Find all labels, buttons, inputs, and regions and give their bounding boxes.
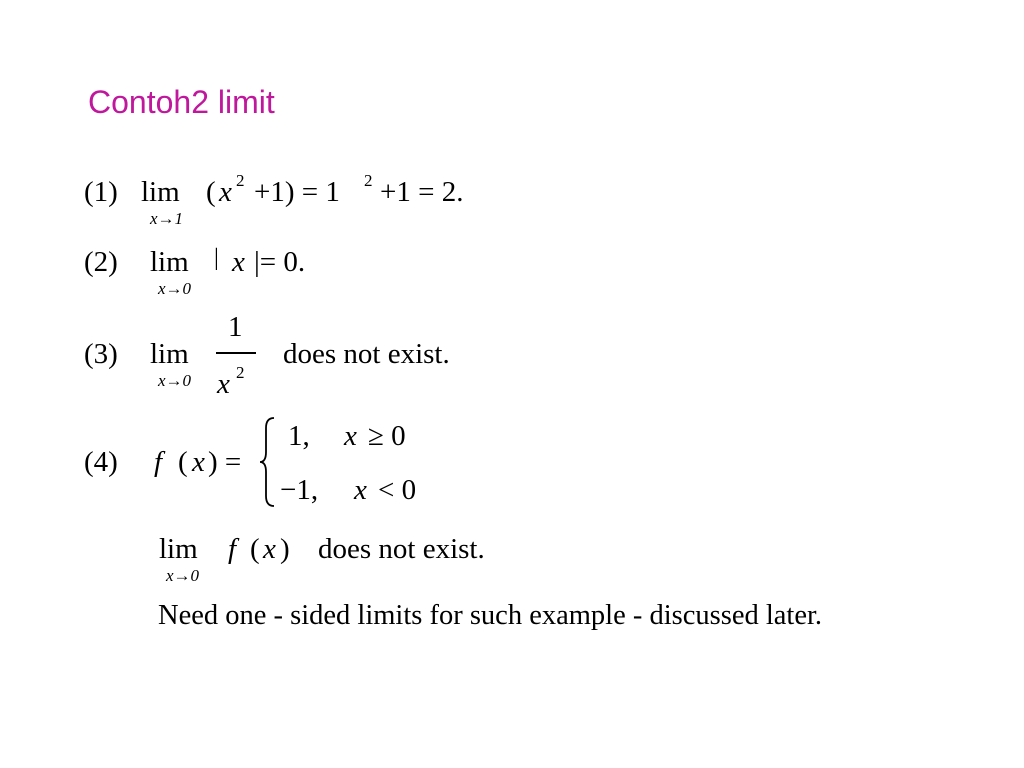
variable-x: x bbox=[232, 246, 245, 278]
case-2-variable: x bbox=[354, 474, 367, 506]
close-paren: ) bbox=[280, 533, 290, 565]
example-number: (1) bbox=[84, 176, 118, 208]
function-name: f bbox=[154, 446, 163, 478]
fraction-numerator: 1 bbox=[228, 311, 243, 343]
close-paren-equals: ) = bbox=[208, 446, 242, 478]
left-brace bbox=[258, 416, 278, 508]
example-number: (3) bbox=[84, 338, 118, 370]
variable-x: x bbox=[263, 533, 276, 565]
example-number: (4) bbox=[84, 446, 118, 478]
fraction-bar bbox=[216, 352, 256, 354]
exponent: 2 bbox=[236, 171, 245, 190]
exponent: 2 bbox=[364, 171, 373, 190]
limit-subscript: x→0 bbox=[166, 566, 200, 585]
expression: +1) = 1 bbox=[254, 176, 340, 208]
open-paren: ( bbox=[250, 533, 260, 565]
example-number: (2) bbox=[84, 246, 118, 278]
statement-text: does not exist. bbox=[318, 533, 485, 565]
open-paren: ( bbox=[178, 446, 188, 478]
expression-result: +1 = 2. bbox=[380, 176, 464, 208]
note-text: Need one - sided limits for such example - discussed later. bbox=[158, 600, 823, 631]
exponent: 2 bbox=[236, 363, 245, 382]
fraction-denominator-x: x bbox=[217, 368, 230, 400]
limit-subscript: x→1 bbox=[150, 209, 184, 228]
limit-operator: lim bbox=[150, 338, 189, 370]
expression-result: |= 0. bbox=[254, 246, 306, 278]
case-2-value: −1, bbox=[280, 474, 319, 506]
limit-operator: lim bbox=[159, 533, 198, 565]
statement-text: does not exist. bbox=[283, 338, 450, 370]
limit-subscript: x→0 bbox=[158, 279, 192, 298]
open-paren: ( bbox=[206, 176, 216, 208]
limit-subscript: x→0 bbox=[158, 371, 192, 390]
variable-x: x bbox=[219, 176, 232, 208]
case-2-condition: < 0 bbox=[378, 474, 417, 506]
function-name: f bbox=[228, 533, 237, 565]
case-1-value: 1, bbox=[288, 420, 310, 452]
abs-bar: | bbox=[214, 245, 219, 271]
slide-title: Contoh2 limit bbox=[88, 84, 275, 120]
case-1-condition: ≥ 0 bbox=[368, 420, 406, 452]
limit-operator: lim bbox=[150, 246, 189, 278]
limit-operator: lim bbox=[141, 176, 180, 208]
case-1-variable: x bbox=[344, 420, 357, 452]
variable-x: x bbox=[192, 446, 205, 478]
